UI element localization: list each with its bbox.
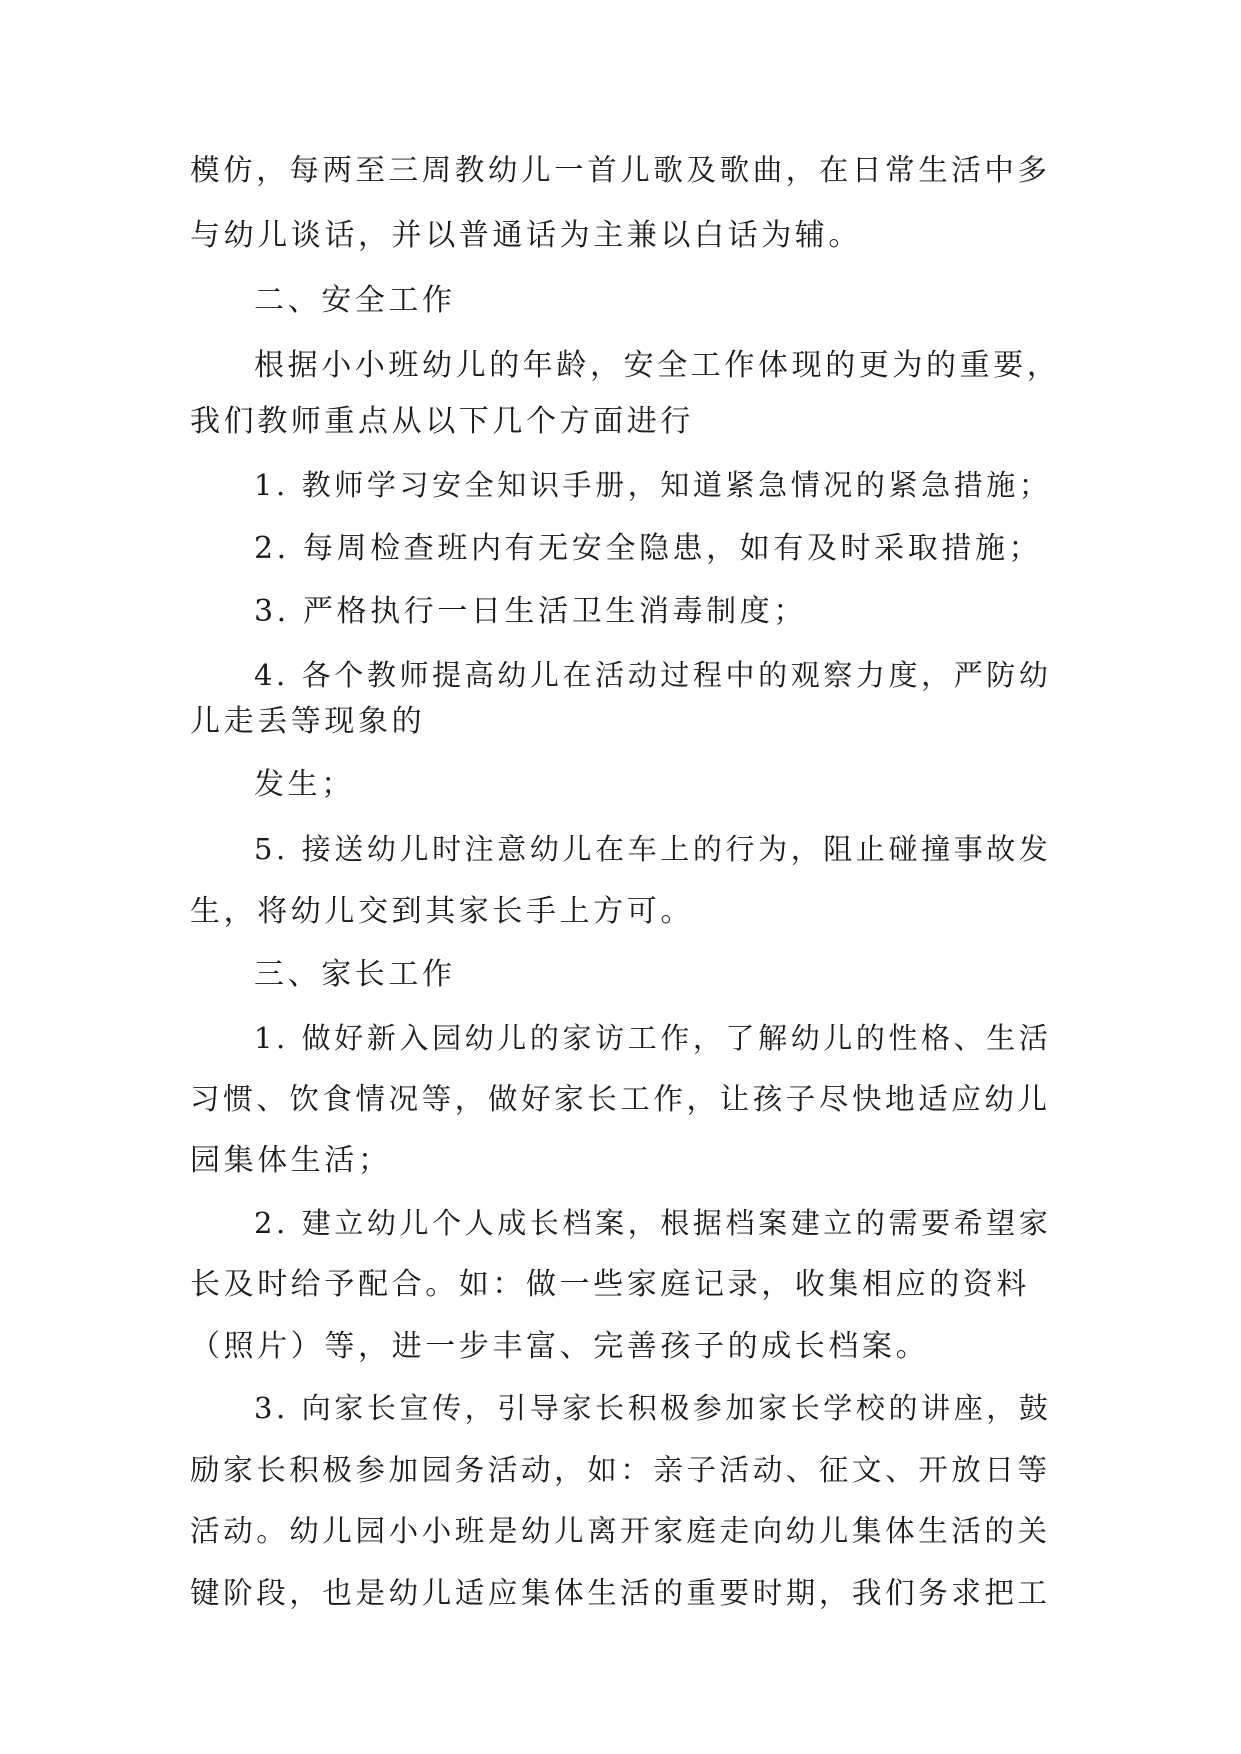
text-line: 长及时给予配合。如：做一些家庭记录，收集相应的资料 (190, 1267, 1030, 1302)
text-line: 习惯、饮食情况等，做好家长工作，让孩子尽快地适应幼儿 (190, 1082, 1051, 1116)
list-item: 1. 教师学习安全知识手册，知道紧急情况的紧急措施； (254, 468, 1052, 502)
text-line: 励家长积极参加园务活动，如：亲子活动、征文、开放日等 (190, 1453, 1051, 1487)
text-line: 根据小小班幼儿的年龄，安全工作体现的更为的重要， (254, 348, 1061, 383)
list-item: 2. 每周检查班内有无安全隐患，如有及时采取措施； (254, 531, 1043, 566)
list-item: 1. 做好新入园幼儿的家访工作，了解幼儿的性格、生活 (254, 1021, 1052, 1055)
text-line: 生，将幼儿交到其家长手上方可。 (190, 894, 694, 929)
text-line: 发生； (254, 767, 355, 802)
list-item: 2. 建立幼儿个人成长档案，根据档案建立的需要希望家 (254, 1206, 1052, 1240)
section-heading: 三、家长工作 (254, 957, 456, 992)
text-line: 模仿，每两至三周教幼儿一首儿歌及歌曲，在日常生活中多 (190, 153, 1051, 187)
text-line: 园集体生活； (190, 1143, 392, 1178)
list-item: 5. 接送幼儿时注意幼儿在车上的行为，阻止碰撞事故发 (254, 832, 1052, 866)
list-item: 3. 严格执行一日生活卫生消毒制度； (254, 594, 807, 629)
list-item: 3. 向家长宣传，引导家长积极参加家长学校的讲座，鼓 (254, 1391, 1052, 1425)
text-line: 我们教师重点从以下几个方面进行 (190, 404, 694, 439)
text-line: （照片）等，进一步丰富、完善孩子的成长档案。 (190, 1329, 930, 1364)
text-line: 儿走丢等现象的 (190, 704, 426, 739)
text-line: 活动。幼儿园小小班是幼儿离开家庭走向幼儿集体生活的关 (190, 1514, 1051, 1548)
list-item: 4. 各个教师提高幼儿在活动过程中的观察力度，严防幼 (254, 658, 1052, 692)
text-line: 键阶段，也是幼儿适应集体生活的重要时期，我们务求把工 (190, 1576, 1051, 1610)
text-line: 与幼儿谈话，并以普通话为主兼以白话为辅。 (190, 218, 862, 253)
section-heading: 二、安全工作 (254, 283, 456, 318)
